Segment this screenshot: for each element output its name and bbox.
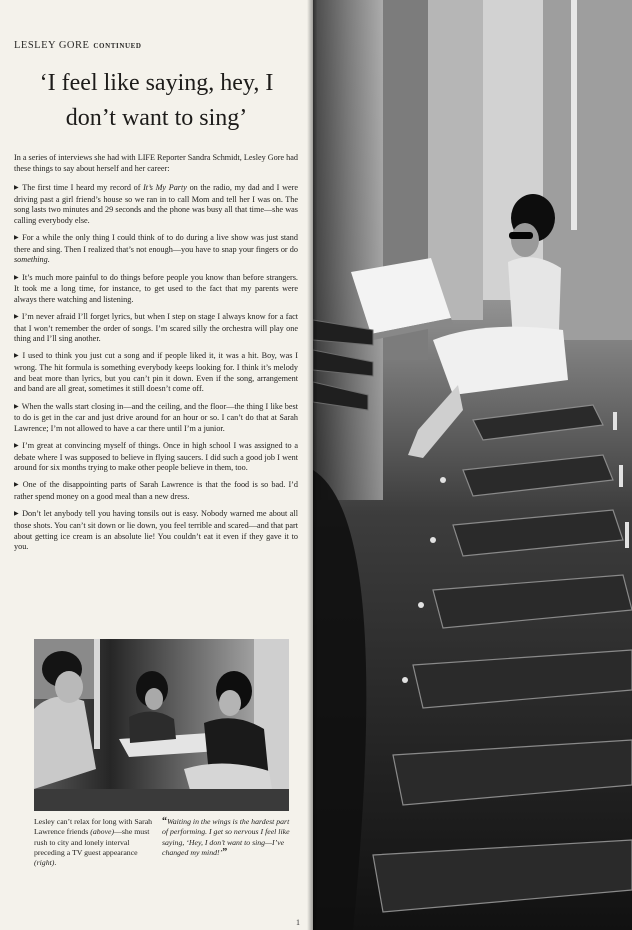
headline: ‘I feel like saying, hey, I don’t want to sing’: [39, 70, 274, 131]
item-text: I’m great at convincing myself of things. Once in high school I was assigned to a debate where I was supposed to believe in flying saucers. I did such a good job I went around for six months trying to make other people believe in them, too.: [14, 441, 298, 473]
photo-caption: [34, 817, 156, 868]
item-text: I’m never afraid I’ll forget lyrics, but when I step on stage I always know for a fact that I won’t remember the order of songs. I’m scared silly the orchestra will play one thing and I’ll sing another.: [14, 312, 298, 344]
caption-text-3: .: [54, 858, 57, 868]
item-italic-text: something: [14, 255, 48, 265]
continued-label: CONTINUED: [93, 42, 142, 50]
bullet-triangle-icon: ▶: [14, 274, 20, 281]
pull-quote: [162, 817, 292, 858]
quote-item: [14, 233, 298, 266]
quote-close-mark: ”: [222, 846, 228, 858]
item-text: Don’t let anybody tell you having tonsils out is easy. Nobody warned me about all those shots. You can’t sit down or lie down, you feel terrible and scared—and that part about getting ice cream is an absolute lie! You couldn’t eat it even if they gave it to you.: [14, 509, 298, 552]
right-page-photo: [313, 0, 632, 930]
bullet-triangle-icon: ▶: [14, 185, 20, 191]
friends-photo: [34, 639, 289, 811]
item-text: I used to think you just cut a song and if people liked it, it was a hit. Boy, was I wrong. The hit formula is something everybody keeps looking for. I think it’s melody and beat more than lyrics, but you can’t pin it down. Even if the song, arrangement and band are all great, sometimes it still doesn’t come off.: [14, 351, 298, 394]
left-page: [0, 0, 313, 930]
item-text: For a while the only thing I could think of to do during a live show was just stand there and sing. Then I realized that’s not enough—you have to snap your fingers or do: [14, 233, 298, 254]
item-text: The first time I heard my record of: [22, 183, 144, 192]
quote-item: [14, 183, 298, 226]
quote-item: [14, 273, 298, 306]
quote-item: [14, 312, 298, 345]
quote-list: [14, 183, 298, 559]
page-number: 1: [296, 918, 300, 927]
quote-item: [14, 351, 298, 394]
bullet-triangle-icon: ▶: [14, 511, 20, 518]
section-kicker: [14, 40, 142, 51]
item-text-end: .: [47, 255, 50, 265]
item-italic-text: It’s My Party: [143, 183, 187, 192]
item-text: It’s much more painful to do things before people you know than before strangers. It took me a long time, for instance, to get used to the fact that my parents were always there watching and listening.: [14, 272, 298, 304]
caption-text-1: Lesley can’t relax for long with Sarah Lawrence friends: [34, 817, 153, 837]
item-text-end: on the radio, my dad and I were driving past a girl friend’s house so we ran in to call Mom and tell her I was on. The song lasts two minutes and 29 seconds and the phone was busy all that time—she was calling everybody else.: [14, 183, 298, 225]
quote-item: [14, 402, 298, 435]
bullet-triangle-icon: ▶: [14, 443, 20, 449]
item-text: One of the disappointing parts of Sarah Lawrence is that the food is so bad. I’d rather spend money on a good meal than a new dress.: [14, 480, 298, 502]
quote-item: [14, 480, 298, 502]
section-name: LESLEY GORE: [14, 40, 90, 51]
page-gutter: [307, 0, 317, 930]
item-text: When the walls start closing in—and the ceiling, and the floor—the thing I like best to do is get in the car and just drive around for an hour or so. I can’t do that at Sarah Lawrence; I’m not allowed to have a car there until I’m a junior.: [14, 401, 298, 433]
caption-above: (above): [90, 827, 115, 837]
caption-text-2: —she must rush to city and lonely interval preceding a TV guest appearance: [34, 827, 150, 857]
quote-item: [14, 509, 298, 552]
bullet-triangle-icon: ▶: [14, 403, 19, 410]
bullet-triangle-icon: ▶: [14, 482, 20, 489]
intro-paragraph: In a series of interviews she had with LIFE Reporter Sandra Schmidt, Lesley Gore had these things to say about herself and her career:: [14, 153, 298, 173]
bullet-triangle-icon: ▶: [14, 314, 19, 320]
quote-text: Waiting in the wings is the hardest part of performing. I get so nervous I feel like saying, ‘Hey, I don’t want to sing—I’ve changed my mind!’: [162, 817, 290, 857]
quote-item: [14, 441, 298, 474]
bullet-triangle-icon: ▶: [14, 235, 20, 242]
caption-right: (right): [34, 858, 55, 868]
wings-photo-image: [313, 0, 632, 930]
quote-open-mark: “: [162, 816, 167, 827]
friends-photo-image: [34, 639, 289, 811]
bullet-triangle-icon: ▶: [14, 353, 20, 360]
